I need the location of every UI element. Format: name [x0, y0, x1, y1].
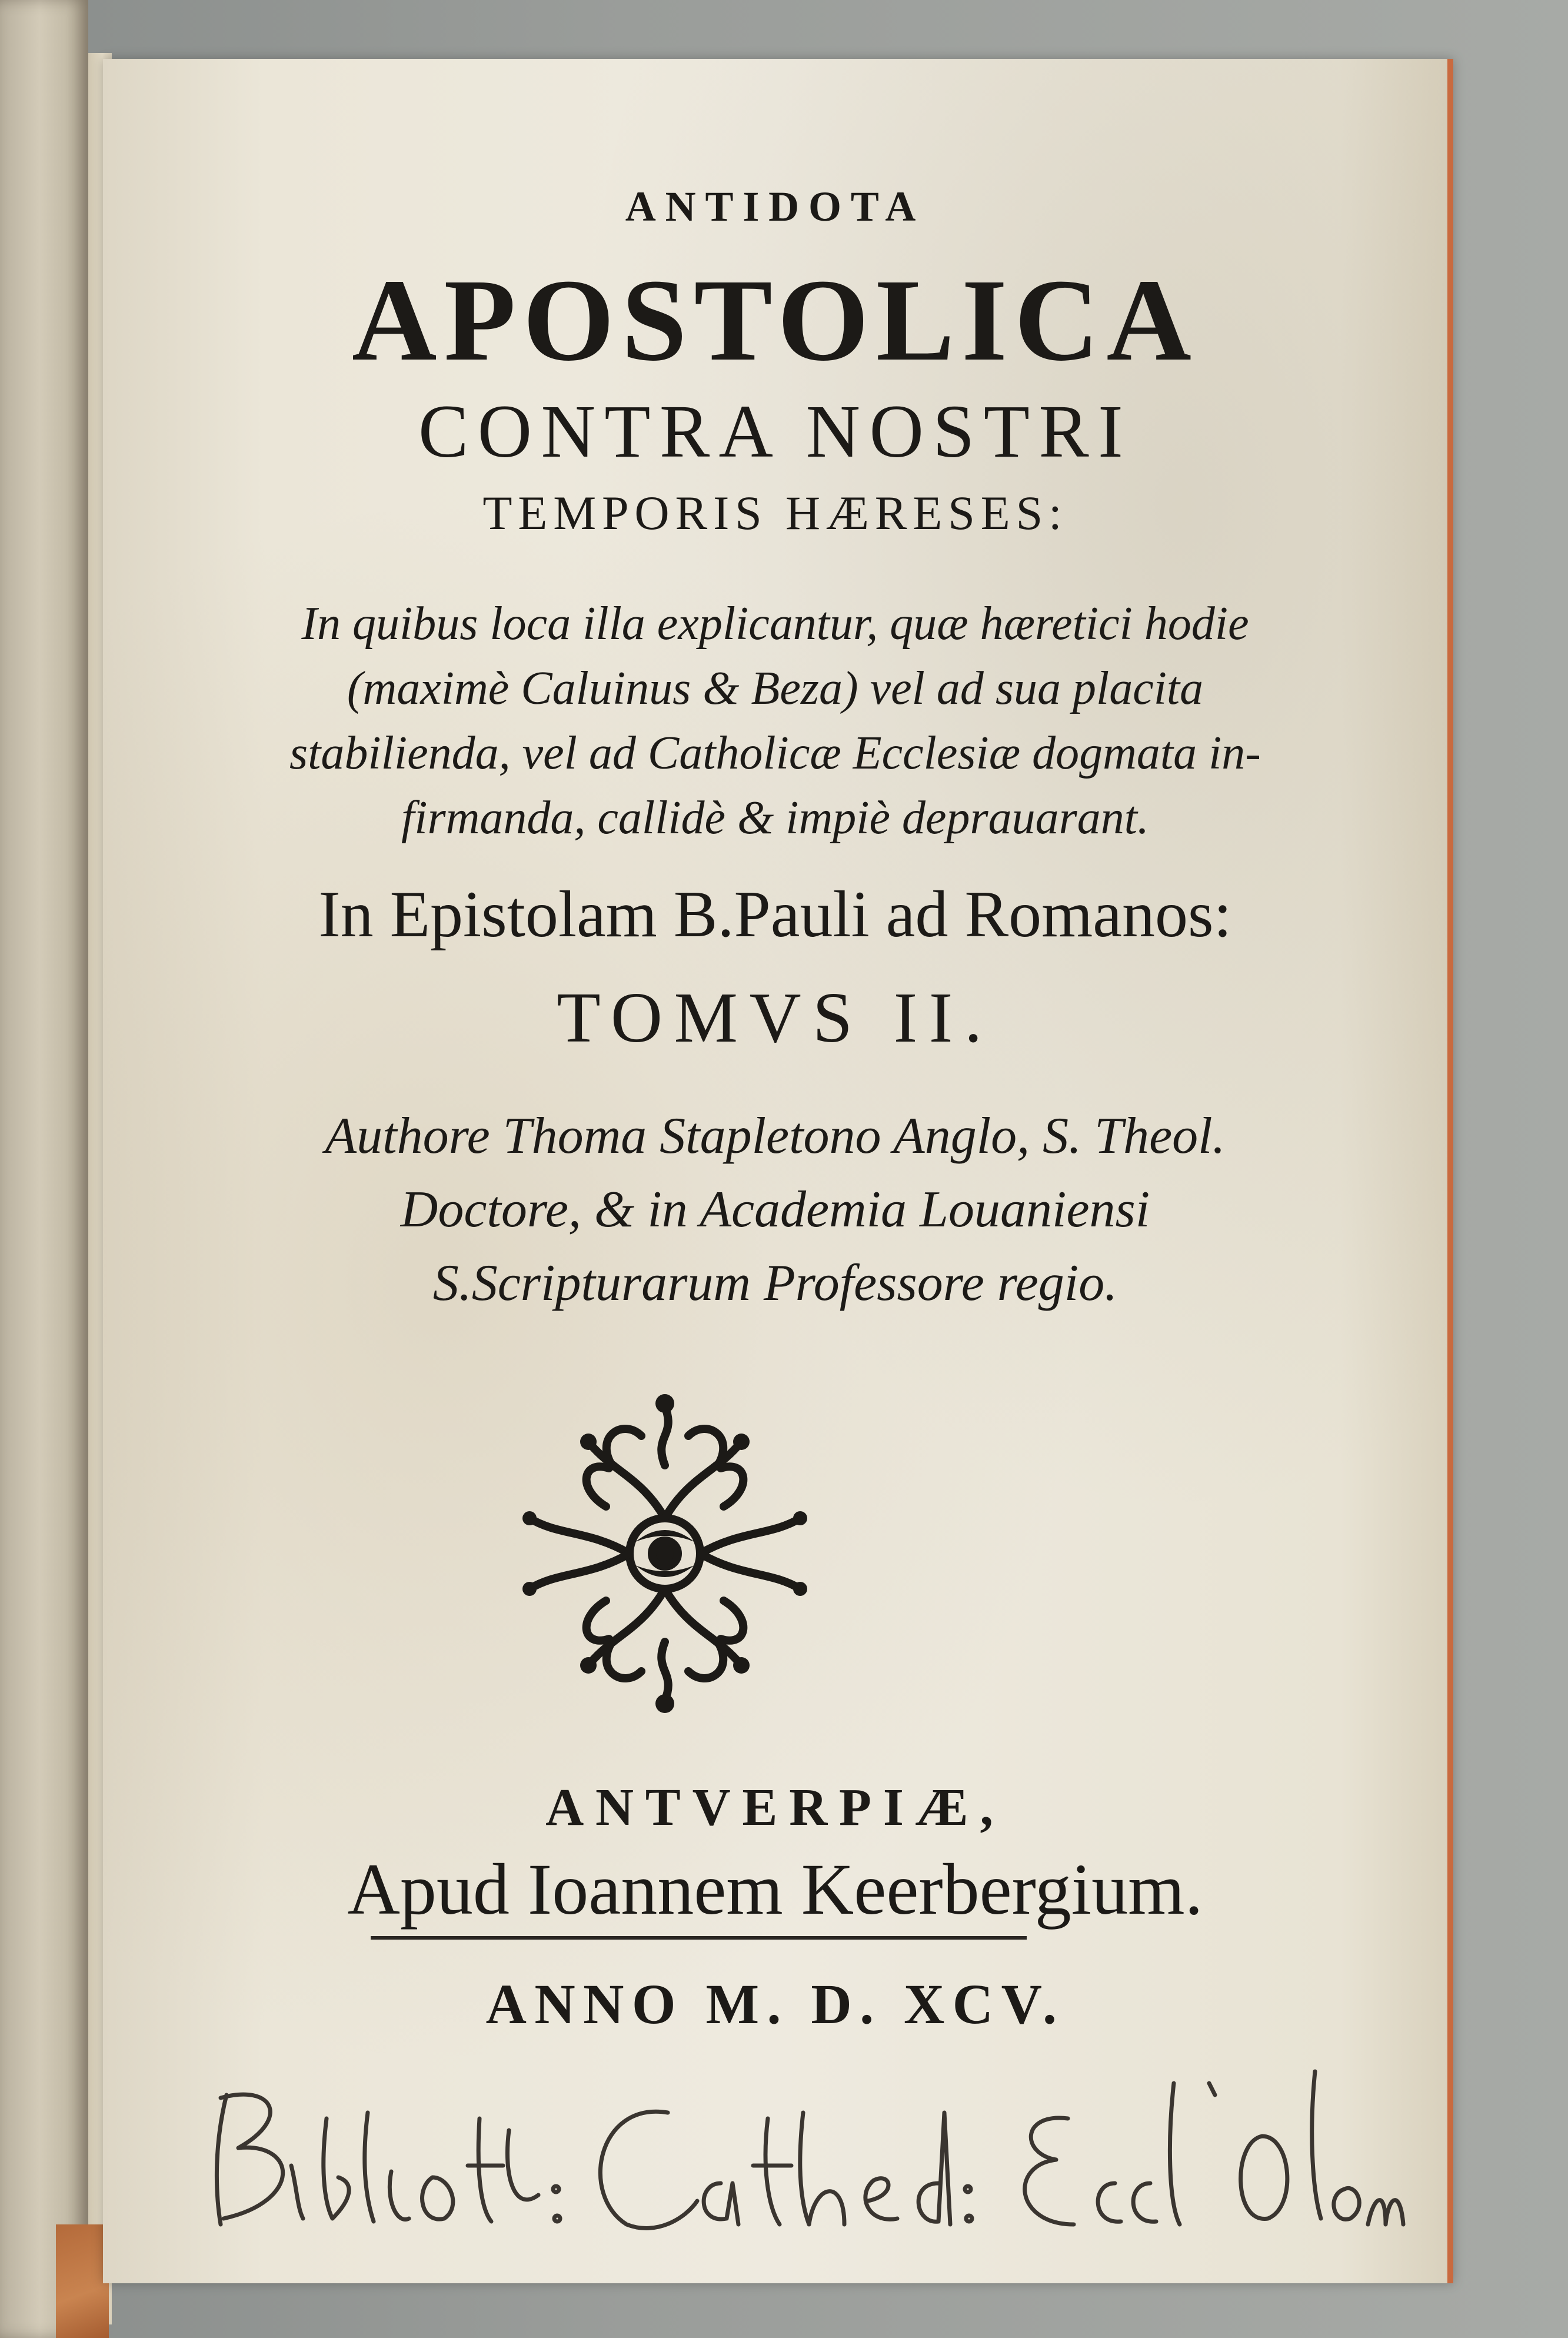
title-apostolica: APOSTOLICA — [352, 255, 1199, 385]
title-antidota: ANTIDOTA — [625, 183, 926, 230]
title-contra-nostri: CONTRA NOSTRI — [418, 390, 1133, 473]
volume-number: TOMVS II. — [557, 978, 994, 1057]
description-line: stabilienda, vel ad Catholicæ Ecclesiæ dogmata in- — [289, 727, 1261, 779]
author-line: Authore Thoma Stapletono Anglo, S. Theol. — [325, 1108, 1226, 1165]
book-spine — [0, 0, 88, 2338]
epistle-heading: In Epistolam B.Pauli ad Romanos: — [318, 878, 1232, 951]
title-temporis-haereses: TEMPORIS HÆRESES: — [482, 486, 1068, 540]
imprint-city: ANTVERPIÆ, — [545, 1778, 1005, 1837]
description-line: (maximè Caluinus & Beza) vel ad sua placita — [347, 663, 1204, 714]
handwritten-ownership-inscription — [174, 2048, 1409, 2260]
imprint-publisher: Apud Ioannem Keerbergium. — [347, 1849, 1203, 1930]
printers-fleuron-ornament-icon — [494, 1371, 835, 1736]
description-line: In quibus loca illa explicantur, quæ hæretici hodie — [301, 598, 1249, 650]
author-line: Doctore, & in Academia Louaniensi — [400, 1181, 1150, 1238]
author-line: S.Scripturarum Professore regio. — [432, 1255, 1118, 1312]
imprint-rule — [371, 1936, 1027, 1940]
description-line: firmanda, callidè & impiè deprauarant. — [401, 792, 1149, 844]
imprint-year: ANNO M. D. XCV. — [485, 1973, 1065, 2036]
title-page — [103, 59, 1453, 2283]
leather-corner — [56, 2224, 109, 2338]
